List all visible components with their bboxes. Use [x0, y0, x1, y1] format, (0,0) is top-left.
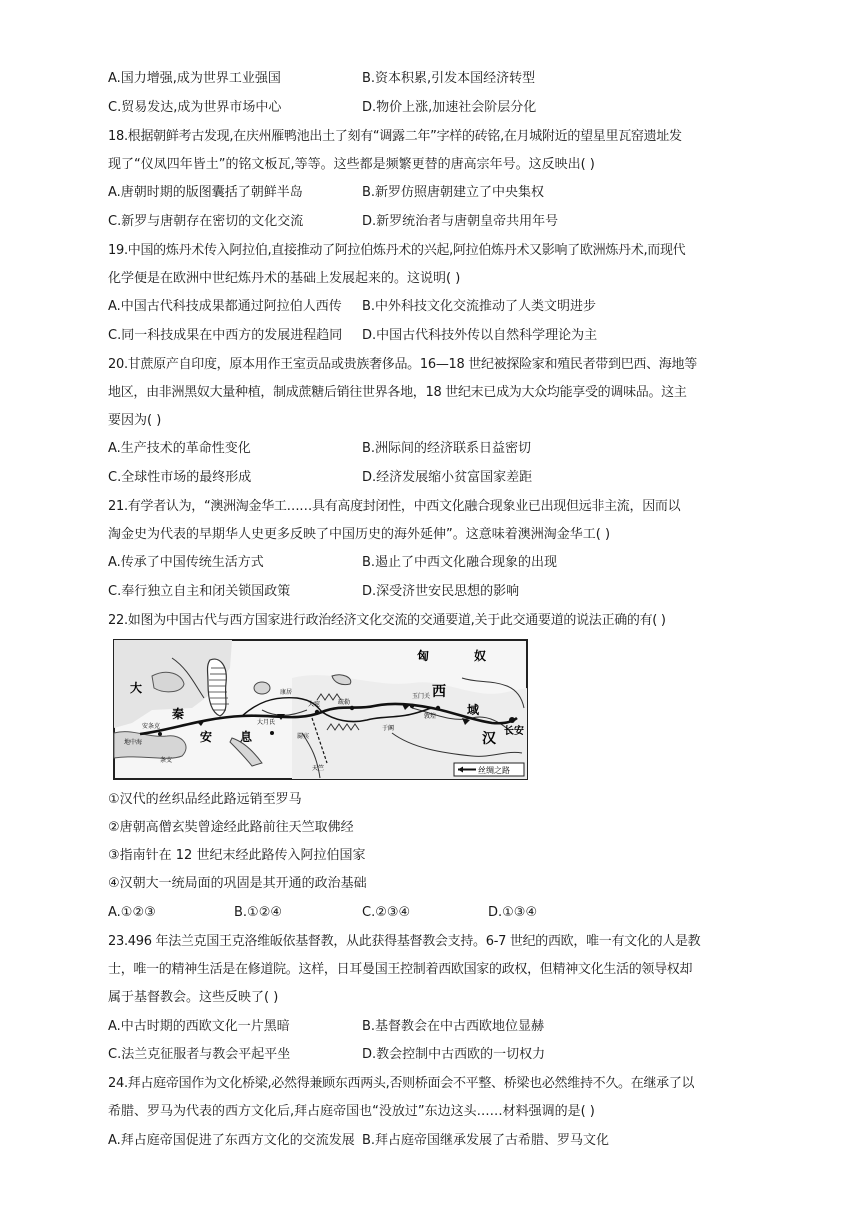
map-label-xi: 西 — [432, 684, 446, 700]
silk-road-map — [112, 638, 529, 781]
map-label-an: 安 — [200, 730, 213, 744]
q21-option-d: D.深受济世安民思想的影响 — [362, 584, 520, 599]
map-label-changan: 长安 — [504, 726, 524, 737]
map-small-label: 大宛 — [308, 701, 321, 708]
map-label-yu: 域 — [467, 703, 480, 717]
q22-option-b: B.①②④ — [234, 905, 283, 920]
q19-option-d: D.中国古代科技外传以自然科学理论为主 — [362, 328, 598, 343]
map-small-label: 地中海 — [124, 739, 143, 746]
q17-option-a: A.国力增强,成为世界工业强国 — [108, 71, 281, 86]
map-label-han: 汉 — [482, 731, 496, 747]
q21-stem-line1: 21.有学者认为，“澳洲淘金华工……具有高度封闭性，中西文化融合现象业已出现但远非主流，因而以 — [108, 499, 681, 514]
q23-stem-line2: 士，唯一的精神生活是在修道院。这样，日耳曼国王控制着西欧国家的政权，但精神文化生活的领导权却 — [108, 962, 693, 977]
q20-option-d: D.经济发展缩小贫富国家差距 — [362, 470, 533, 485]
map-small-label: 罽宾 — [297, 733, 310, 740]
map-small-label: 玉门关 — [412, 693, 431, 700]
map-small-label: 敦煌 — [424, 713, 437, 720]
map-small-label: 安条克 — [142, 723, 161, 730]
q20-option-c: C.全球性市场的最终形成 — [108, 470, 252, 485]
q22-statement-2: ②唐朝高僧玄奘曾途经此路前往天竺取佛经 — [108, 820, 354, 835]
q21-option-b: B.遏止了中西文化融合现象的出现 — [362, 555, 558, 570]
q21-option-a: A.传承了中国传统生活方式 — [108, 555, 264, 570]
q18-option-c: C.新罗与唐朝存在密切的文化交流 — [108, 214, 304, 229]
q20-stem-line1: 20.甘蔗原产自印度，原本用作王室贡品或贵族奢侈品。16—18 世纪被探险家和殖民者带到巴西、海地等 — [108, 357, 697, 372]
q24-option-a: A.拜占庭帝国促进了东西方文化的交流发展 — [108, 1133, 355, 1148]
q24-option-b: B.拜占庭帝国继承发展了古希腊、罗马文化 — [362, 1133, 610, 1148]
map-small-label: 条支 — [160, 757, 173, 764]
q22-statement-1: ①汉代的丝织品经此路远销至罗马 — [108, 792, 302, 807]
q22-statement-4: ④汉朝大一统局面的巩固是其开通的政治基础 — [108, 876, 367, 891]
q23-option-d: D.教会控制中古西欧的一切权力 — [362, 1047, 546, 1062]
map-legend-label: 丝绸之路 — [478, 766, 510, 775]
q19-stem-line1: 19.中国的炼丹术传入阿拉伯,直接推动了阿拉伯炼丹术的兴起,阿拉伯炼丹术又影响了欧洲炼丹术,而现代 — [108, 243, 686, 258]
q23-option-a: A.中古时期的西欧文化一片黑暗 — [108, 1019, 290, 1034]
q19-option-b: B.中外科技文化交流推动了人类文明进步 — [362, 299, 597, 314]
map-small-label: 大月氏 — [257, 719, 276, 726]
map-label-qin: 秦 — [172, 707, 185, 721]
q22-option-c: C.②③④ — [362, 905, 411, 920]
map-small-label: 于阗 — [382, 725, 395, 732]
q19-option-c: C.同一科技成果在中西方的发展进程趋同 — [108, 328, 343, 343]
q24-stem-line2: 希腊、罗马为代表的西方文化后,拜占庭帝国也“没放过”东边这头……材料强调的是( ) — [108, 1104, 595, 1119]
q17-option-b: B.资本积累,引发本国经济转型 — [362, 71, 536, 86]
q22-option-d: D.①③④ — [488, 905, 538, 920]
q22-option-a: A.①②③ — [108, 905, 156, 920]
map-label-xiongnu-1: 匈 — [417, 649, 430, 663]
map-small-label: 天竺 — [312, 765, 325, 772]
map-label-xiongnu-2: 奴 — [474, 649, 487, 663]
q17-option-d: D.物价上涨,加速社会阶层分化 — [362, 100, 537, 115]
q23-stem-line1: 23.496 年法兰克国王克洛维皈依基督教，从此获得基督教会支持。6-7 世纪的西欧，唯一有文化的人是教 — [108, 934, 701, 949]
q20-stem-line2: 地区，由非洲黑奴大量种植，制成蔗糖后销往世界各地，18 世纪末已成为大众均能享受的调味品。这主 — [108, 385, 687, 400]
map-small-label: 疏勒 — [338, 699, 351, 706]
q22-stem-line1: 22.如图为中国古代与西方国家进行政治经济文化交流的交通要道,关于此交通要道的说法正确的有( ) — [108, 613, 666, 628]
map-small-label: 康居 — [280, 689, 293, 696]
q20-option-a: A.生产技术的革命性变化 — [108, 441, 251, 456]
q18-option-b: B.新罗仿照唐朝建立了中央集权 — [362, 185, 545, 200]
q18-option-d: D.新罗统治者与唐朝皇帝共用年号 — [362, 214, 559, 229]
q18-option-a: A.唐朝时期的版图囊括了朝鲜半岛 — [108, 185, 303, 200]
q23-option-b: B.基督教会在中古西欧地位显赫 — [362, 1019, 545, 1034]
map-label-xi2: 息 — [240, 730, 253, 744]
q19-option-a: A.中国古代科技成果都通过阿拉伯人西传 — [108, 299, 342, 314]
q20-stem-line3: 要因为( ) — [108, 413, 162, 428]
q21-stem-line2: 淘金史为代表的早期华人史更多反映了中国历史的海外延伸”。这意味着澳洲淘金华工( ) — [108, 527, 611, 542]
q24-stem-line1: 24.拜占庭帝国作为文化桥梁,必然得兼顾东西两头,否则桥面会不平整、桥梁也必然维持不久。在继承了以 — [108, 1076, 695, 1091]
q22-statement-3: ③指南针在 12 世纪末经此路传入阿拉伯国家 — [108, 848, 366, 863]
q19-stem-line2: 化学便是在欧洲中世纪炼丹术的基础上发展起来的。这说明( ) — [108, 271, 461, 286]
q18-stem-line1: 18.根据朝鲜考古发现,在庆州雁鸭池出土了刻有“调露二年”字样的砖铭,在月城附近的望星里瓦窑遗址发 — [108, 129, 682, 144]
map-label-da: 大 — [130, 681, 143, 695]
q23-stem-line3: 属于基督教会。这些反映了( ) — [108, 990, 279, 1005]
q18-stem-line2: 现了“仪凤四年皆土”的铭文板瓦,等等。这些都是频繁更替的唐高宗年号。这反映出( ) — [108, 157, 595, 172]
q17-option-c: C.贸易发达,成为世界市场中心 — [108, 100, 282, 115]
q20-option-b: B.洲际间的经济联系日益密切 — [362, 441, 532, 456]
q21-option-c: C.奉行独立自主和闭关锁国政策 — [108, 584, 291, 599]
q23-option-c: C.法兰克征服者与教会平起平坐 — [108, 1047, 291, 1062]
